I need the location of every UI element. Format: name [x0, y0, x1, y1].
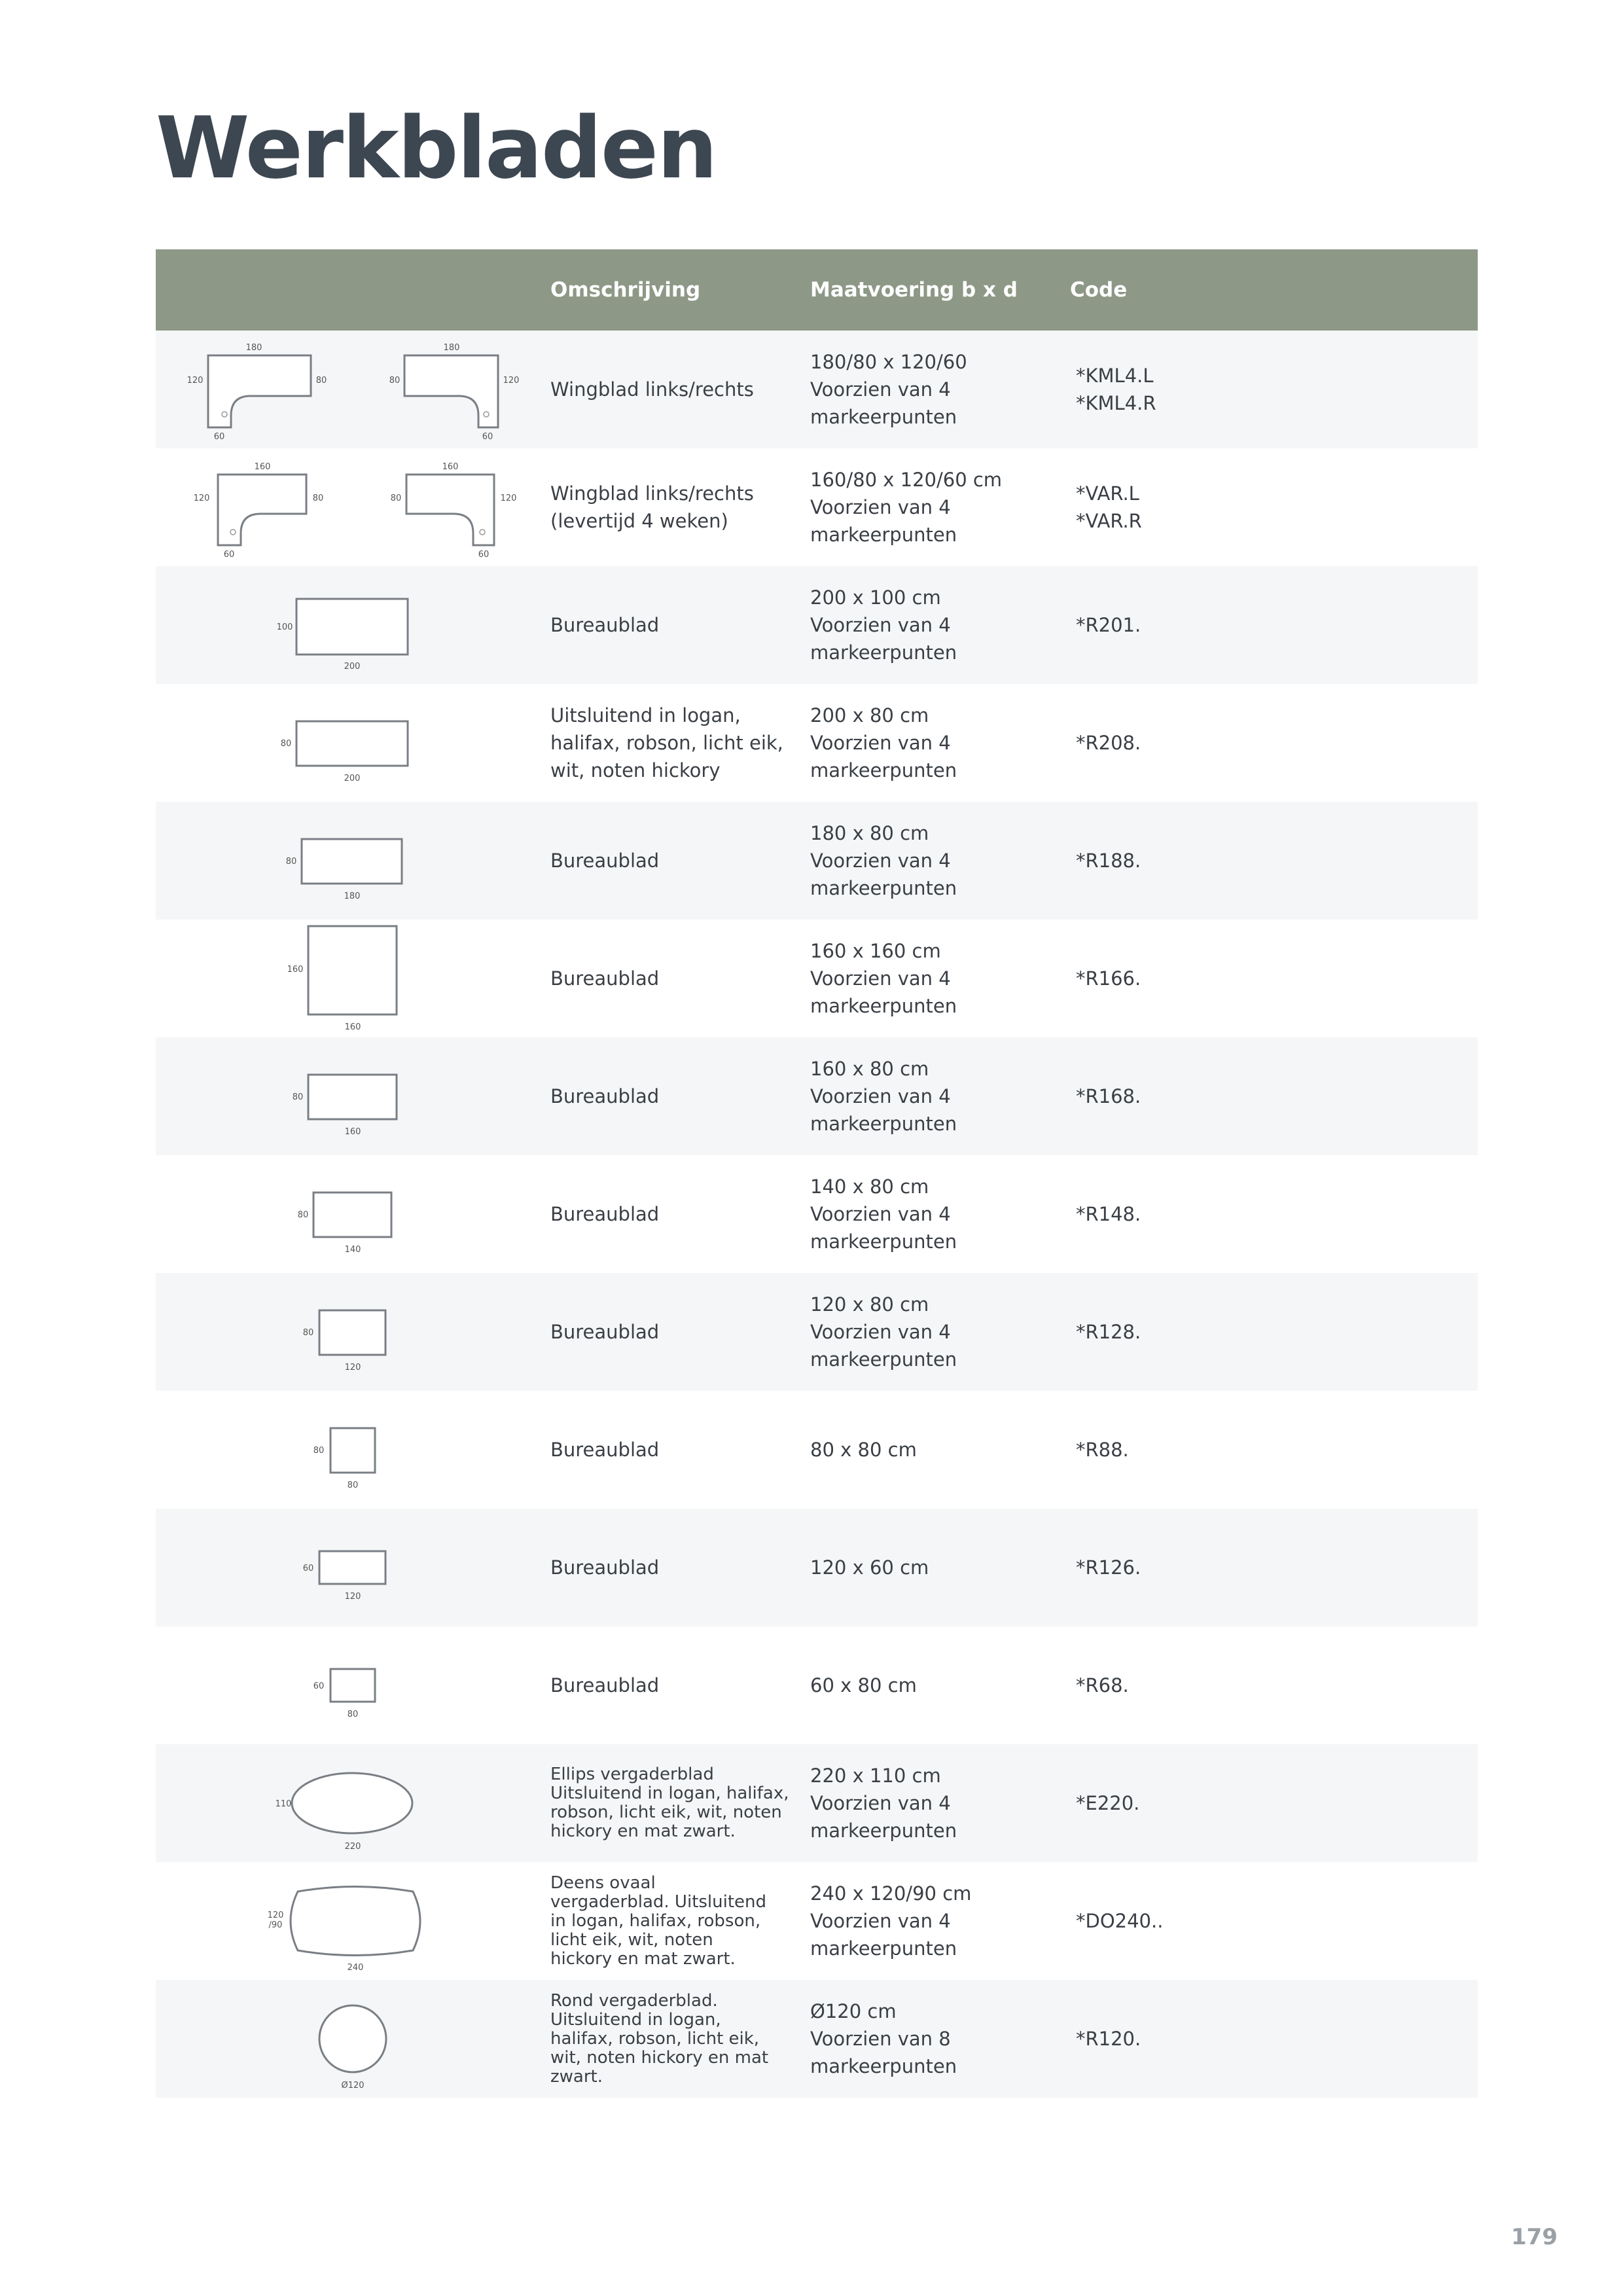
table-row [156, 1862, 1478, 1980]
svg-text:110: 110 [275, 1799, 292, 1809]
svg-text:120: 120 [503, 376, 520, 386]
table-row [156, 1509, 1478, 1626]
svg-text:140: 140 [344, 1245, 361, 1255]
row-dimensions: 160 x 160 cm Voorzien van 4 markeerpunten [810, 940, 957, 1017]
row-dimensions: 220 x 110 cm Voorzien van 4 markeerpunten [810, 1765, 957, 1842]
row-code: *KML4.L *KML4.R [1076, 365, 1156, 414]
diagram-cell [156, 802, 542, 920]
svg-text:80: 80 [313, 1446, 325, 1456]
round-table-diagram [270, 1980, 427, 2098]
table-row [156, 1626, 1478, 1744]
svg-text:80: 80 [315, 376, 327, 386]
svg-text:80: 80 [292, 1092, 304, 1102]
rectangle-desk-diagram [270, 1037, 427, 1155]
svg-text:60: 60 [478, 550, 490, 560]
row-dimensions: 80 x 80 cm [810, 1439, 917, 1461]
row-code: *R88. [1076, 1439, 1129, 1461]
rectangle-desk-diagram [270, 1155, 427, 1273]
diagram-cell [156, 566, 542, 684]
row-description: Ellips vergaderblad Uitsluitend in logan, halifax, robson, licht eik, wit, noten hickory en mat zwart. [550, 1765, 789, 1841]
row-dimensions: 200 x 80 cm Voorzien van 4 markeerpunten [810, 704, 957, 781]
svg-text:100: 100 [276, 622, 293, 632]
table-row [156, 684, 1478, 802]
row-dimensions: 140 x 80 cm Voorzien van 4 markeerpunten [810, 1175, 957, 1253]
ellipse-table-diagram [270, 1744, 427, 1862]
rectangle-desk-diagram [270, 1509, 427, 1626]
row-description: Bureaublad [550, 1674, 660, 1696]
row-dimensions: Ø120 cm Voorzien van 8 markeerpunten [810, 2000, 957, 2077]
row-code: *R168. [1076, 1085, 1141, 1107]
row-code: *R208. [1076, 732, 1141, 754]
row-description: Deens ovaal vergaderblad. Uitsluitend in logan, halifax, robson, licht eik, wit, noten hickory en mat zwart. [550, 1873, 767, 1969]
svg-text:160: 160 [344, 1022, 361, 1032]
diagram-cell [156, 1509, 542, 1626]
svg-text:180: 180 [344, 891, 361, 901]
row-description: Bureaublad [550, 1203, 660, 1225]
wing-desk-pair-diagram [166, 448, 532, 566]
svg-text:80: 80 [390, 493, 402, 503]
diagram-cell [156, 448, 542, 566]
svg-text:60: 60 [213, 432, 225, 442]
svg-text:160: 160 [344, 1127, 361, 1137]
table-row [156, 331, 1478, 448]
page-number: 179 [1511, 2224, 1558, 2250]
row-dimensions: 160 x 80 cm Voorzien van 4 markeerpunten [810, 1058, 957, 1135]
diagram-cell [156, 1980, 542, 2098]
svg-text:220: 220 [344, 1842, 361, 1852]
row-description: Wingblad links/rechts (levertijd 4 weken) [550, 482, 754, 532]
rectangle-desk-diagram [270, 684, 427, 802]
header-description: Omschrijving [550, 278, 701, 302]
rectangle-desk-diagram [270, 1273, 427, 1391]
table-row [156, 1155, 1478, 1273]
row-dimensions: 240 x 120/90 cm Voorzien van 4 markeerpunten [810, 1882, 972, 1960]
svg-text:200: 200 [344, 662, 361, 672]
row-code: *VAR.L *VAR.R [1076, 482, 1142, 532]
diagram-cell [156, 1273, 542, 1391]
svg-text:80: 80 [285, 857, 297, 867]
svg-text:160: 160 [254, 462, 271, 472]
row-description: Bureaublad [550, 1321, 660, 1343]
table-row [156, 1273, 1478, 1391]
row-code: *R128. [1076, 1321, 1141, 1343]
row-dimensions: 160/80 x 120/60 cm Voorzien van 4 markeerpunten [810, 469, 1003, 546]
row-description: Uitsluitend in logan, halifax, robson, licht eik, wit, noten hickory [550, 704, 783, 781]
svg-text:60: 60 [223, 550, 235, 560]
svg-text:120: 120 [500, 493, 517, 503]
row-code: *R148. [1076, 1203, 1141, 1225]
svg-text:120: 120 [344, 1592, 361, 1602]
table-header [156, 249, 1478, 331]
row-code: *R188. [1076, 850, 1141, 872]
svg-text:120: 120 [344, 1363, 361, 1372]
row-description: Bureaublad [550, 614, 660, 636]
svg-text:80: 80 [347, 1480, 359, 1490]
svg-text:/90: /90 [268, 1920, 283, 1930]
table-row [156, 1391, 1478, 1509]
row-dimensions: 180/80 x 120/60 Voorzien van 4 markeerpunten [810, 351, 967, 428]
row-code: *R166. [1076, 967, 1141, 990]
square-desk-diagram [270, 920, 427, 1037]
table-row [156, 448, 1478, 566]
row-dimensions: 180 x 80 cm Voorzien van 4 markeerpunten [810, 822, 957, 899]
diagram-cell [156, 331, 542, 448]
row-dimensions: 200 x 100 cm Voorzien van 4 markeerpunten [810, 586, 957, 664]
table-row [156, 1037, 1478, 1155]
diagram-cell [156, 684, 542, 802]
table-row [156, 802, 1478, 920]
svg-text:200: 200 [344, 774, 361, 783]
svg-text:Ø120: Ø120 [341, 2081, 365, 2090]
danish-oval-table-diagram [264, 1862, 434, 1980]
svg-text:240: 240 [347, 1963, 364, 1973]
square-desk-diagram [270, 1391, 427, 1509]
rectangle-desk-diagram [270, 1626, 427, 1744]
svg-text:120: 120 [187, 376, 204, 386]
header-dimensions: Maatvoering b x d [810, 278, 1018, 302]
svg-text:120: 120 [267, 1910, 284, 1920]
row-description: Bureaublad [550, 967, 660, 990]
row-code: *R201. [1076, 614, 1141, 636]
diagram-cell [156, 1155, 542, 1273]
row-description: Bureaublad [550, 1085, 660, 1107]
diagram-cell [156, 1626, 542, 1744]
rectangle-desk-diagram [270, 802, 427, 920]
row-description: Bureaublad [550, 1556, 660, 1579]
svg-text:80: 80 [312, 493, 324, 503]
svg-text:60: 60 [313, 1681, 325, 1691]
svg-text:80: 80 [297, 1210, 309, 1220]
row-description: Rond vergaderblad. Uitsluitend in logan, halifax, robson, licht eik, wit, noten hickory en mat zwart. [550, 1990, 769, 2087]
svg-text:160: 160 [287, 965, 304, 975]
svg-text:60: 60 [302, 1564, 314, 1573]
svg-text:80: 80 [302, 1328, 314, 1338]
row-description: Bureaublad [550, 850, 660, 872]
row-dimensions: 120 x 60 cm [810, 1556, 929, 1579]
row-description: Bureaublad [550, 1439, 660, 1461]
row-code: *R120. [1076, 2028, 1141, 2050]
page-title: Werkbladen [156, 98, 717, 198]
svg-text:180: 180 [245, 343, 262, 353]
row-code: *R126. [1076, 1556, 1141, 1579]
row-code: *R68. [1076, 1674, 1129, 1696]
svg-text:80: 80 [389, 376, 401, 386]
svg-text:120: 120 [193, 493, 210, 503]
row-dimensions: 60 x 80 cm [810, 1674, 917, 1696]
diagram-cell [156, 1037, 542, 1155]
row-description: Wingblad links/rechts [550, 378, 754, 401]
table-row [156, 920, 1478, 1037]
table-row [156, 566, 1478, 684]
svg-text:60: 60 [482, 432, 493, 442]
diagram-cell [156, 1862, 542, 1980]
wing-desk-pair-diagram [166, 331, 532, 448]
svg-text:80: 80 [347, 1710, 359, 1719]
diagram-cell [156, 1391, 542, 1509]
rectangle-desk-diagram [270, 566, 427, 684]
diagram-cell [156, 920, 542, 1037]
diagram-cell [156, 1744, 542, 1862]
row-dimensions: 120 x 80 cm Voorzien van 4 markeerpunten [810, 1293, 957, 1371]
row-code: *DO240.. [1076, 1910, 1164, 1932]
table-row [156, 1744, 1478, 1862]
svg-text:80: 80 [280, 739, 292, 749]
svg-text:180: 180 [443, 343, 460, 353]
table-row [156, 1980, 1478, 2098]
worktop-table [156, 249, 1478, 2098]
header-code: Code [1070, 278, 1128, 302]
row-code: *E220. [1076, 1792, 1140, 1814]
svg-text:160: 160 [442, 462, 459, 472]
